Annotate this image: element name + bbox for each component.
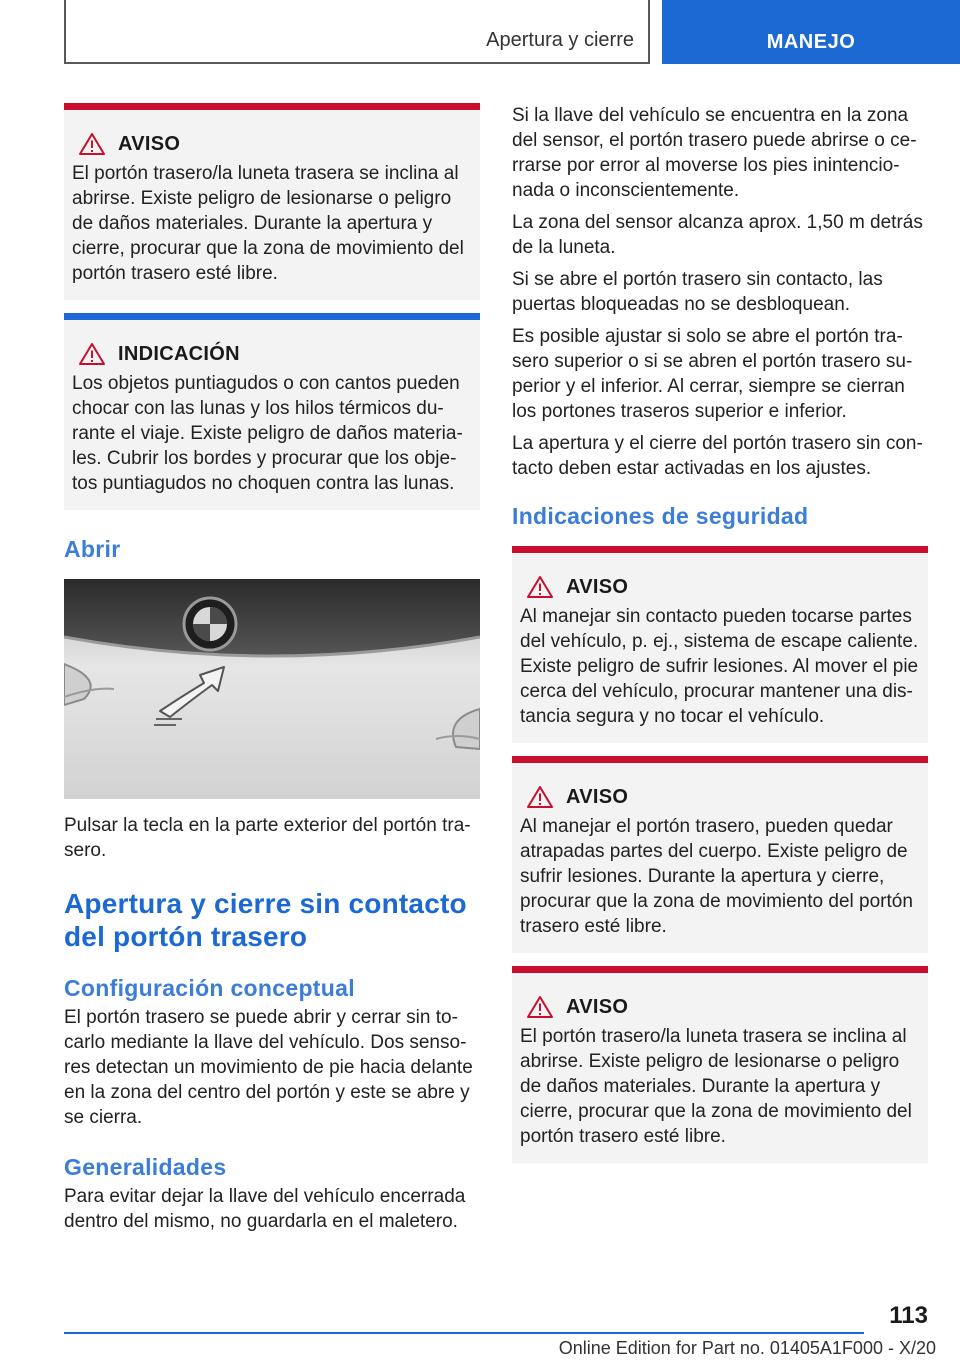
heading-safety: Indicaciones de seguridad: [512, 503, 809, 529]
activation-paragraph: La apertura y el cierre del portón trasero sin contacto deben estar activadas en los ajustes.: [512, 433, 923, 479]
notice-header: [520, 995, 920, 1019]
chapter-tab: MANEJO: [662, 0, 960, 64]
notice-header: [72, 342, 472, 366]
notice-text: Al manejar sin contacto pueden tocarse partes del vehículo, p. ej., sistema de escape caliente. Existe peligro de sufrir lesiones. Al mover el pie cerca del vehículo, procurar mantener una distancia segura y no tocar el vehículo.: [520, 606, 919, 727]
warning-triangle-icon: [78, 132, 106, 156]
notice-header: [520, 785, 920, 809]
abrir-instruction: Pulsar la tecla en la parte exterior del portón trasero.: [64, 815, 471, 861]
notice-header: [72, 132, 472, 156]
right-column: [512, 103, 928, 1163]
tailgate-button-illustration: [64, 579, 480, 799]
notice-text: El portón trasero/la luneta trasera se inclina al abrirse. Existe peligro de lesionarse o peligro de daños materiales. Durante la apertura y cierre, procurar que la zona de movimiento del portón trasero esté libre.: [520, 1026, 912, 1147]
notice-title: AVISO: [118, 132, 181, 155]
heading-concept: Configuración conceptual: [64, 975, 355, 1001]
warning-triangle-icon: [526, 785, 554, 809]
running-header: [64, 0, 650, 64]
notice-text: Al manejar el portón trasero, pueden quedar atrapadas partes del cuerpo. Existe peligro de sufrir lesiones. Durante la apertura y cierre, procurar que la zona de movimiento del portón trasero esté libre.: [520, 816, 913, 937]
heading-general: Generalidades: [64, 1154, 227, 1180]
heading-touchless-operation: Apertura y cierre sin contacto del portón trasero: [64, 888, 467, 952]
notice-header: [520, 575, 920, 599]
warning-triangle-icon: [526, 575, 554, 599]
sensor-zone-paragraph: Si la llave del vehículo se encuentra en la zona del sensor, el portón trasero puede abrirse o cerrarse por error al moverse los pies inintencionada o inconscientemente.: [512, 105, 917, 201]
warning-notice: [64, 103, 480, 300]
info-notice: [64, 313, 480, 510]
section-title: Apertura y cierre: [486, 29, 634, 51]
edition-footer: Online Edition for Part no. 01405A1F000 - X/20: [558, 1338, 936, 1358]
notice-title: INDICACIÓN: [118, 342, 240, 365]
notice-title: AVISO: [566, 785, 629, 808]
tailgate-illustration-graphic: [64, 579, 480, 799]
sensor-range-paragraph: La zona del sensor alcanza aprox. 1,50 m detrás de la luneta.: [512, 212, 923, 258]
notice-text: El portón trasero/la luneta trasera se inclina al abrirse. Existe peligro de lesionarse o peligro de daños materiales. Durante la apertura y cierre, procurar que la zona de movimiento del portón trasero esté libre.: [72, 163, 464, 284]
left-column: [64, 103, 480, 1241]
notice-title: AVISO: [566, 995, 629, 1018]
page-number: 113: [889, 1302, 928, 1329]
footer-divider: [64, 1332, 864, 1334]
settings-paragraph: Es posible ajustar si solo se abre el portón trasero superior o si se abren el portón trasero superior y el inferior. Al cerrar, siempre se cierran los portones traseros superior e inferior.: [512, 326, 913, 422]
general-text: Para evitar dejar la llave del vehículo encerrada dentro del mismo, no guardarla en el maletero.: [64, 1186, 466, 1232]
warning-notice: [512, 546, 928, 743]
warning-notice: [512, 966, 928, 1163]
bmw-logo: [184, 598, 236, 650]
heading-abrir: Abrir: [64, 536, 121, 562]
unlock-paragraph: Si se abre el portón trasero sin contacto, las puertas bloqueadas no se desbloquean.: [512, 269, 883, 315]
notice-title: AVISO: [566, 575, 629, 598]
concept-text: El portón trasero se puede abrir y cerrar sin tocarlo mediante la llave del vehículo. Dos sensores detectan un movimiento de pie hacia delante en la zona del centro del portón y este se abre y se cierra.: [64, 1007, 473, 1128]
notice-text: Los objetos puntiagudos o con cantos pueden chocar con las lunas y los hilos térmicos durante el viaje. Existe peligro de daños materiales. Cubrir los bordes y procurar que los objetos puntiagudos no choquen contra las lunas.: [72, 373, 463, 494]
warning-triangle-icon: [526, 995, 554, 1019]
warning-notice: [512, 756, 928, 953]
warning-triangle-icon: [78, 342, 106, 366]
